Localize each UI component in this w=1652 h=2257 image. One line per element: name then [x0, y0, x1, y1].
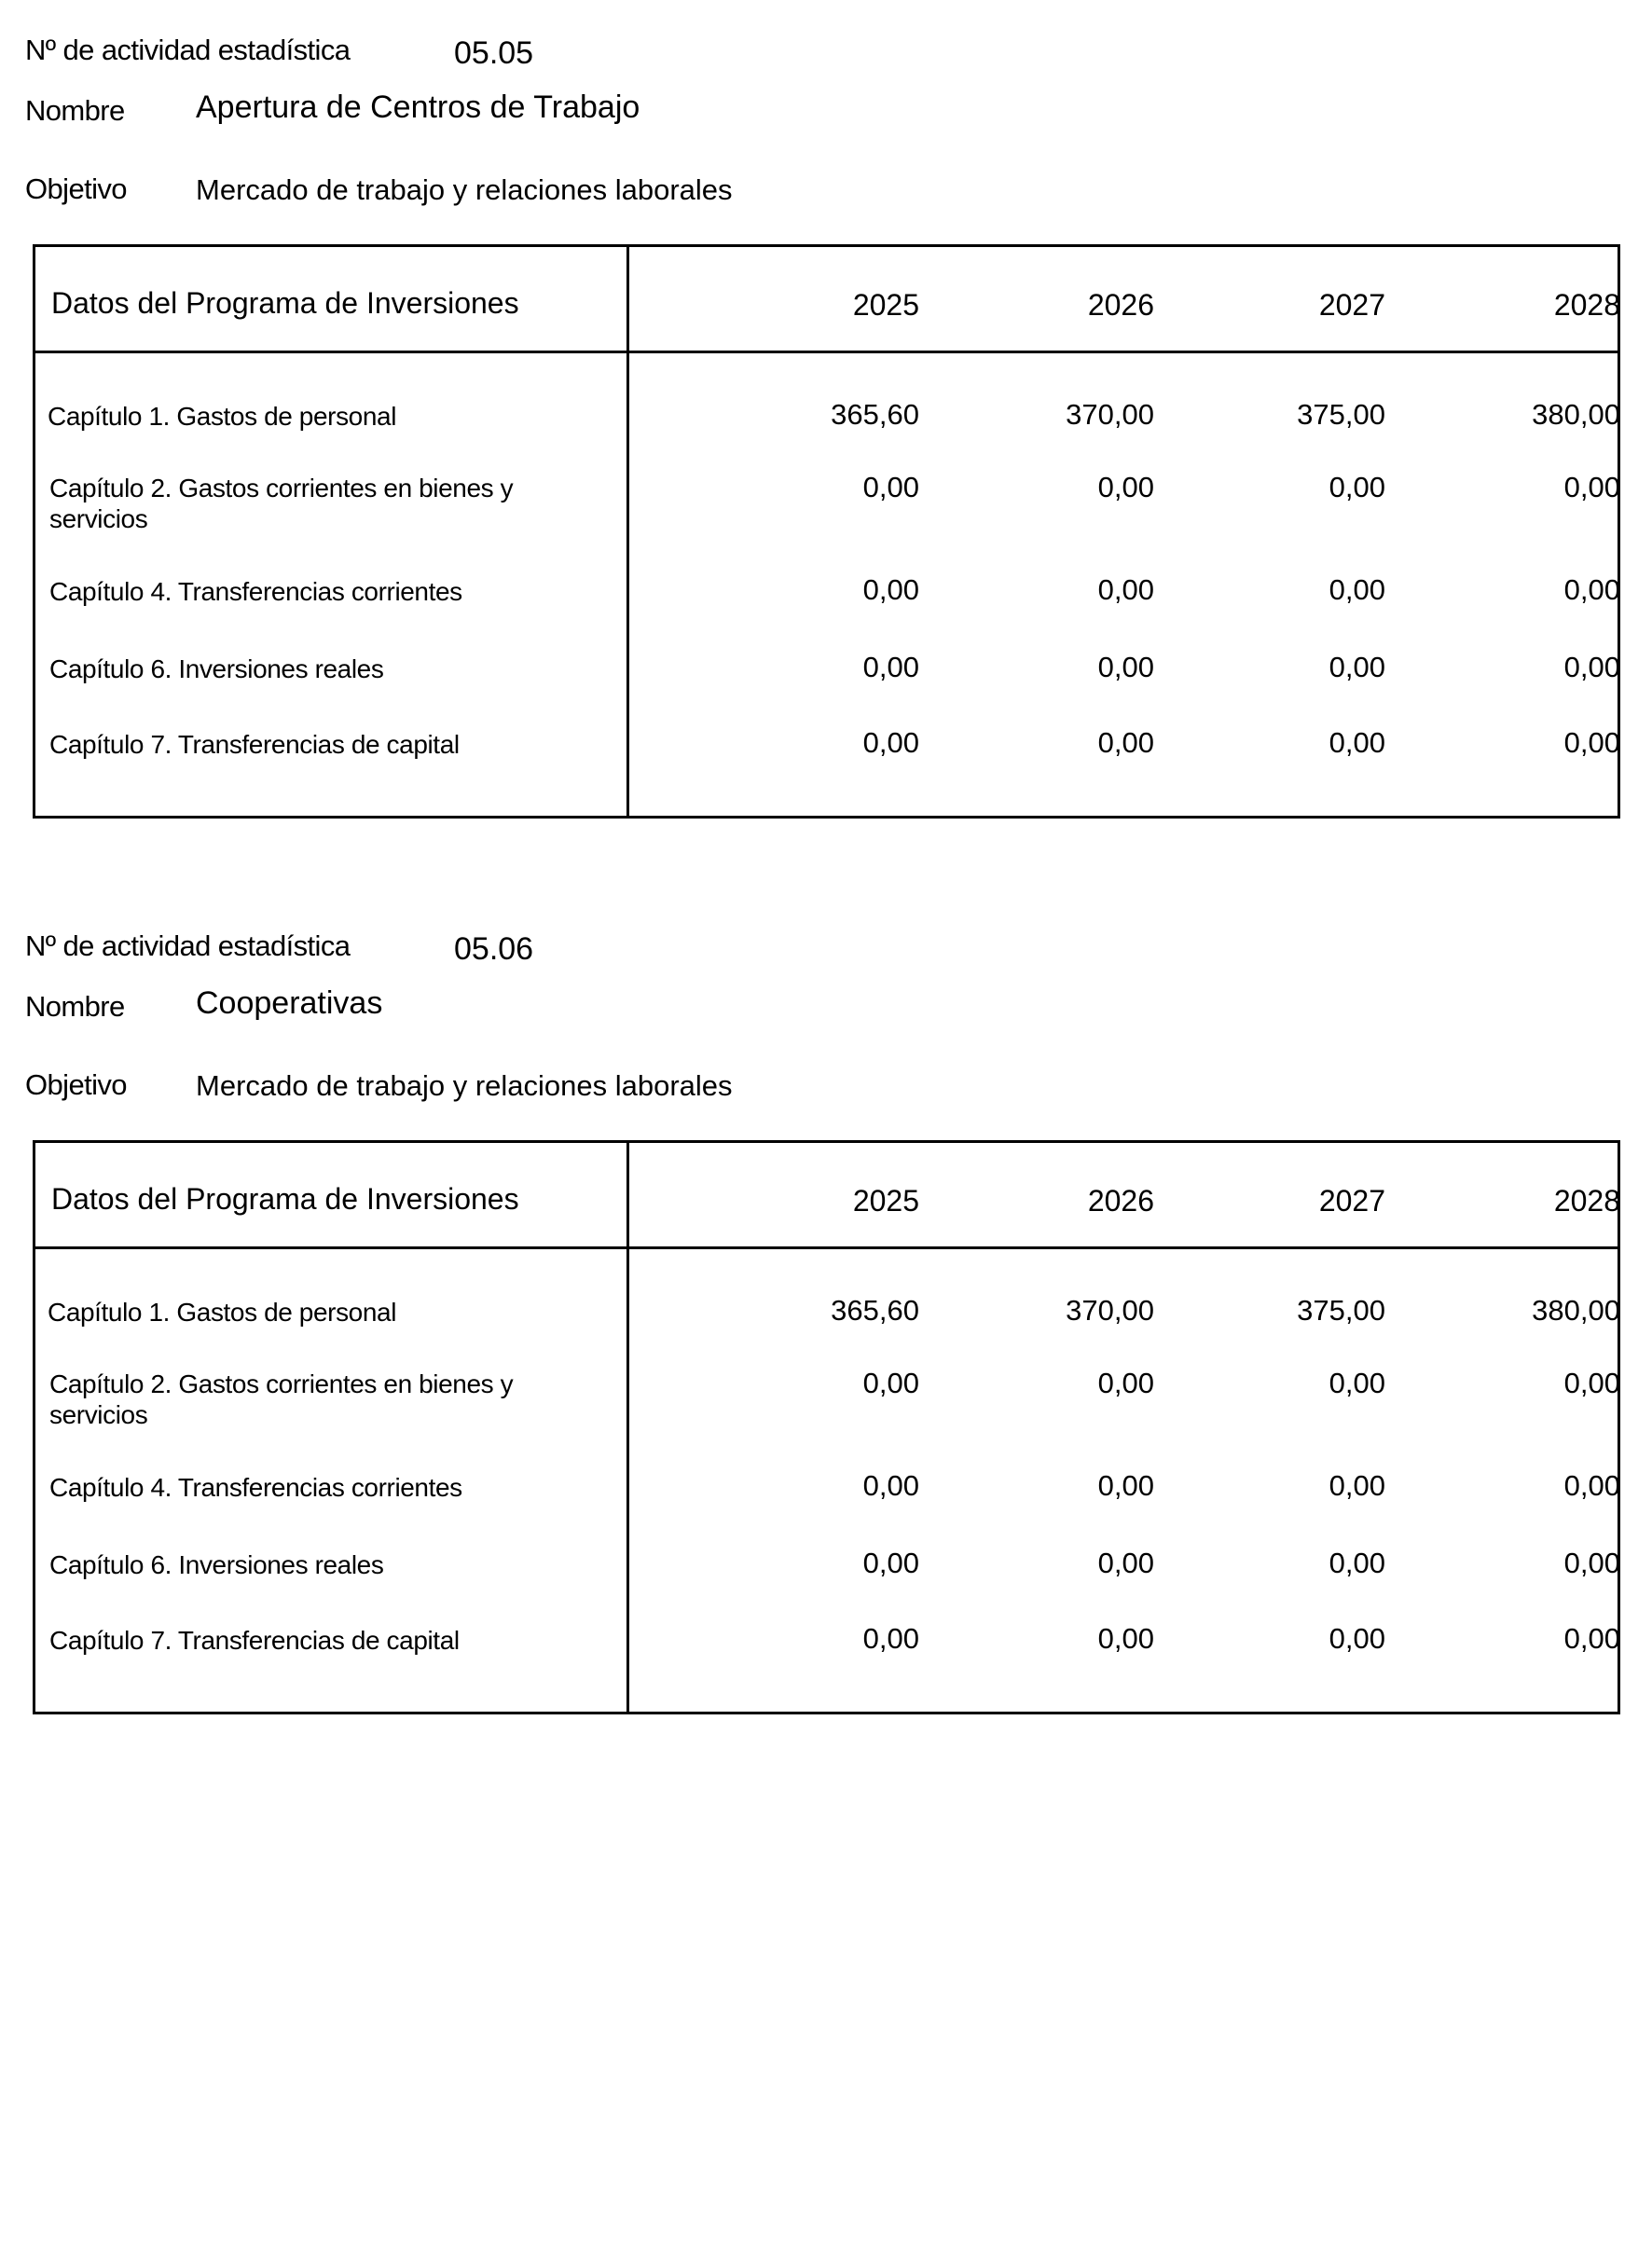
- investment-table: [33, 1140, 1620, 1714]
- row-value: 0,00: [1563, 726, 1620, 759]
- table-header-title: Datos del Programa de Inversiones: [51, 1182, 519, 1216]
- row-value: 0,00: [1563, 1547, 1620, 1579]
- row-label: Capítulo 1. Gastos de personal: [48, 1298, 397, 1327]
- row-value: 0,00: [1097, 1622, 1154, 1655]
- row-value: 0,00: [862, 1469, 919, 1502]
- row-value: 0,00: [1563, 1622, 1620, 1655]
- year-header: 2027: [1318, 288, 1385, 322]
- row-value: 375,00: [1297, 1294, 1385, 1327]
- row-value: 0,00: [1097, 471, 1154, 503]
- row-label: Capítulo 6. Inversiones reales: [49, 1550, 384, 1579]
- row-value: 0,00: [1097, 1469, 1154, 1502]
- row-value: 0,00: [862, 1547, 919, 1579]
- table-divider-horizontal: [35, 351, 1618, 353]
- year-header: 2025: [852, 288, 919, 322]
- row-value: 0,00: [1563, 1367, 1620, 1399]
- row-value: 0,00: [1563, 1469, 1620, 1502]
- row-value: 0,00: [1328, 573, 1385, 606]
- objective-value: Mercado de trabajo y relaciones laborales: [196, 1069, 733, 1102]
- objective-label: Objetivo: [25, 172, 127, 205]
- year-header: 2027: [1318, 1184, 1385, 1218]
- row-value: 0,00: [862, 1367, 919, 1399]
- row-value: 370,00: [1066, 398, 1154, 431]
- row-value: 380,00: [1532, 398, 1620, 431]
- table-divider-vertical: [626, 1143, 629, 1712]
- row-label: Capítulo 7. Transferencias de capital: [49, 1626, 460, 1655]
- activity-number-label: Nº de actividad estadística: [25, 34, 351, 66]
- row-label: Capítulo 6. Inversiones reales: [49, 654, 384, 683]
- activity-number-value: 05.06: [454, 931, 534, 967]
- row-value: 0,00: [1328, 1367, 1385, 1399]
- row-value: 0,00: [1328, 1547, 1385, 1579]
- row-label: Capítulo 7. Transferencias de capital: [49, 730, 460, 759]
- row-value: 0,00: [862, 1622, 919, 1655]
- table-header-title: Datos del Programa de Inversiones: [51, 286, 519, 320]
- row-value: 0,00: [1097, 1367, 1154, 1399]
- row-value: 365,60: [831, 398, 919, 431]
- activity-section-2: [0, 896, 1652, 1735]
- row-value: 0,00: [1097, 1547, 1154, 1579]
- row-value: 0,00: [862, 471, 919, 503]
- activity-number-value: 05.05: [454, 35, 534, 71]
- row-value: 370,00: [1066, 1294, 1154, 1327]
- investment-table: [33, 244, 1620, 819]
- row-value: 380,00: [1532, 1294, 1620, 1327]
- year-header: 2028: [1553, 1184, 1620, 1218]
- row-value: 0,00: [1328, 1469, 1385, 1502]
- row-label: Capítulo 2. Gastos corrientes en bienes y servicios: [49, 474, 514, 533]
- year-header: 2026: [1087, 288, 1154, 322]
- row-value: 0,00: [1328, 726, 1385, 759]
- objective-label: Objetivo: [25, 1068, 127, 1101]
- row-value: 0,00: [1328, 471, 1385, 503]
- year-header: 2025: [852, 1184, 919, 1218]
- name-value: Apertura de Centros de Trabajo: [196, 89, 640, 125]
- row-value: 0,00: [1097, 726, 1154, 759]
- row-value: 0,00: [1563, 471, 1620, 503]
- name-label: Nombre: [25, 990, 125, 1023]
- name-label: Nombre: [25, 94, 125, 127]
- table-divider-vertical: [626, 247, 629, 816]
- row-value: 365,60: [831, 1294, 919, 1327]
- row-value: 0,00: [1097, 573, 1154, 606]
- row-value: 0,00: [1328, 1622, 1385, 1655]
- objective-value: Mercado de trabajo y relaciones laborales: [196, 173, 733, 206]
- row-value: 0,00: [1563, 651, 1620, 683]
- row-label: Capítulo 4. Transferencias corrientes: [49, 577, 462, 606]
- row-value: 0,00: [1328, 651, 1385, 683]
- name-value: Cooperativas: [196, 985, 383, 1021]
- row-value: 0,00: [862, 726, 919, 759]
- row-value: 0,00: [1097, 651, 1154, 683]
- year-header: 2028: [1553, 288, 1620, 322]
- row-label: Capítulo 1. Gastos de personal: [48, 402, 397, 431]
- activity-section-1: [0, 0, 1652, 839]
- row-value: 375,00: [1297, 398, 1385, 431]
- row-label: Capítulo 2. Gastos corrientes en bienes y servicios: [49, 1369, 514, 1429]
- year-header: 2026: [1087, 1184, 1154, 1218]
- row-value: 0,00: [862, 573, 919, 606]
- row-value: 0,00: [862, 651, 919, 683]
- activity-number-label: Nº de actividad estadística: [25, 929, 351, 962]
- table-divider-horizontal: [35, 1246, 1618, 1249]
- row-value: 0,00: [1563, 573, 1620, 606]
- row-label: Capítulo 4. Transferencias corrientes: [49, 1473, 462, 1502]
